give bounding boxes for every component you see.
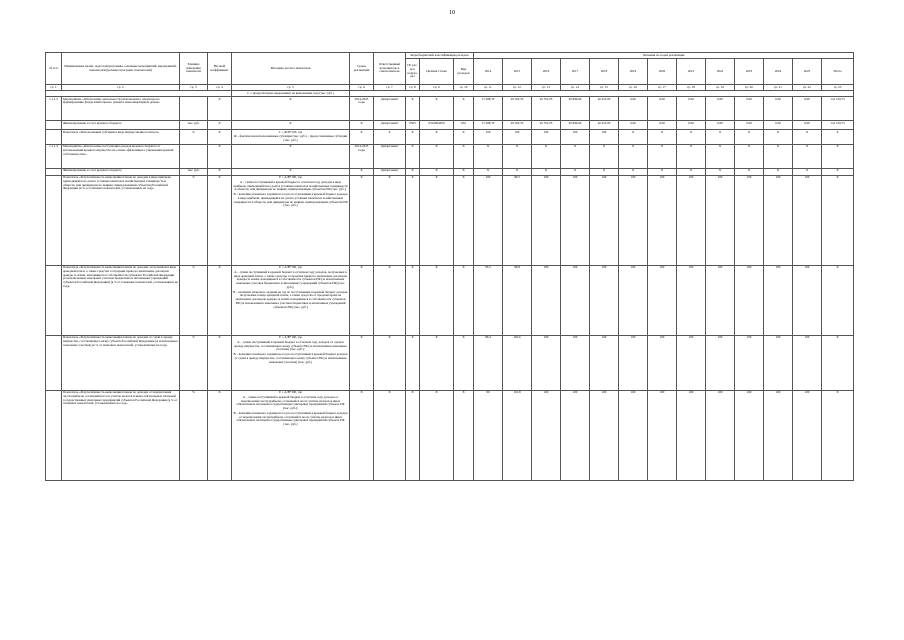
row-grbs-cell: X	[406, 390, 420, 480]
row-coef-cell: X	[208, 144, 232, 168]
method-line: Ф – фактически использованные субсидии (тыс. руб.) – предоставленные субсидии (тыс. руб.)	[233, 134, 348, 143]
row-value-cell: 0,00	[735, 97, 764, 121]
row-term-cell: X	[350, 175, 374, 265]
row-number-cell	[46, 175, 62, 265]
column-index-cell: гр. 20	[735, 85, 764, 91]
row-coef-cell: X	[208, 121, 232, 130]
row-value-cell: X	[706, 130, 735, 144]
column-index-cell: гр. 5	[232, 85, 350, 91]
row-value-cell: X	[822, 130, 854, 144]
header-year: 2015	[503, 58, 532, 84]
column-index-cell: гр. 10	[454, 85, 474, 91]
row-value-cell: 100	[561, 175, 590, 265]
row-value-cell: 100	[793, 265, 822, 335]
row-value-cell: X	[822, 265, 854, 335]
row-value-cell: X	[619, 130, 648, 144]
row-value-cell: 100	[648, 335, 677, 390]
column-index-cell: гр. 9	[420, 85, 454, 91]
row-unit-cell: %	[180, 335, 208, 390]
row-value-cell: X	[561, 168, 590, 175]
header-year: 2018	[590, 58, 619, 84]
row-value-cell: 26 701,63	[532, 121, 561, 130]
row-coef-cell: X	[208, 265, 232, 335]
row-value-cell: 0,00	[619, 121, 648, 130]
column-index-cell: гр. 3	[180, 85, 208, 91]
header-target: Целевая статья	[420, 58, 454, 84]
row-value-cell: X	[706, 144, 735, 168]
method-line: Е = А/В*100, где	[279, 265, 302, 270]
row-value-cell: 26 701,63	[532, 97, 561, 121]
row-term-cell: X	[350, 335, 374, 390]
row-value-cell: 40 225,00	[590, 97, 619, 121]
header-num: № п/п	[46, 53, 62, 85]
row-value-cell: 100	[590, 390, 619, 480]
row-type-cell: X	[454, 168, 474, 175]
row-target-cell: 0310094050	[420, 121, 454, 130]
row-type-cell: X	[454, 144, 474, 168]
row-value-cell: 100	[619, 175, 648, 265]
row-value-cell: 0,00	[706, 97, 735, 121]
column-index-cell: гр. 8	[406, 85, 420, 91]
row-term-cell: X	[350, 130, 374, 144]
column-index-cell: гр. 21	[764, 85, 793, 91]
header-type: Вид расходов	[454, 58, 474, 84]
row-unit-cell: %	[180, 130, 208, 144]
column-index-cell: гр. 16	[619, 85, 648, 91]
column-index-cell: гр. 6	[350, 85, 374, 91]
row-value-cell: X	[648, 168, 677, 175]
row-value-cell: X	[677, 130, 706, 144]
row-coef-cell: X	[208, 390, 232, 480]
table-row	[46, 97, 854, 121]
row-type-cell: X	[454, 175, 474, 265]
row-value-cell: 99,8	[503, 265, 532, 335]
row-unit-cell	[180, 144, 208, 168]
row-value-cell: X	[764, 130, 793, 144]
method-line: В – величина планового задания на год по поступлениям в краевой бюджет доходов в виде прибыли, приходящейся на доли в уставных капиталах хозяйственных товариществ и обществ, или дивидендов по акциям, принадлежащим субъектам РФ (тыс. руб.)	[233, 192, 348, 208]
header-year: 2024	[764, 58, 793, 84]
row-value-cell: 100	[561, 335, 590, 390]
row-value-cell: X	[822, 144, 854, 168]
row-coef-cell: X	[208, 335, 232, 390]
row-value-cell: 100	[648, 265, 677, 335]
row-method-cell	[232, 335, 350, 390]
row-value-cell: X	[619, 144, 648, 168]
row-responsible-cell: X	[374, 335, 406, 390]
method-line: Е = А/В*100, где	[279, 175, 302, 180]
row-value-cell: X	[793, 168, 822, 175]
row-value-cell: X	[503, 144, 532, 168]
row-value-cell: X	[619, 168, 648, 175]
row-unit-cell: %	[180, 265, 208, 335]
header-total: Итого	[822, 58, 854, 84]
row-value-cell: 100	[532, 390, 561, 480]
row-grbs-cell: X	[406, 175, 420, 265]
row-value-cell: 100	[532, 175, 561, 265]
method-line: А – сумма поступившей в краевой бюджет в отчетном году доходов от перечисления части прибыли, остающейся после уплаты налогов и иных обязательных платежей государственных унитарных предприятий субъекта РФ (тыс. руб.);	[236, 394, 345, 411]
header-year: 2017	[561, 58, 590, 84]
row-value-cell: 17 008,70	[474, 97, 503, 121]
row-value-cell: 100	[648, 390, 677, 480]
column-index-cell: гр. 2	[62, 85, 180, 91]
column-index-cell: гр. 1	[46, 85, 62, 91]
row-value-cell: 100	[474, 175, 503, 265]
row-responsible-cell: Департамент	[374, 121, 406, 130]
row-value-cell: X	[735, 144, 764, 168]
header-year: 2019	[619, 58, 648, 84]
row-value-cell: 0,00	[706, 121, 735, 130]
row-value-cell: 100	[706, 175, 735, 265]
row-value-cell: X	[735, 168, 764, 175]
row-value-cell: 100	[590, 175, 619, 265]
row-value-cell: 141 159,75	[822, 97, 854, 121]
row-grbs-cell: X	[406, 144, 420, 168]
column-index-cell: гр. 4	[208, 85, 232, 91]
row-value-cell: 100	[735, 175, 764, 265]
row-value-cell: X	[561, 144, 590, 168]
row-value-cell: X	[590, 168, 619, 175]
row-value-cell: 100	[503, 130, 532, 144]
row-value-cell: 40 225,00	[590, 121, 619, 130]
row-value-cell: 100	[561, 130, 590, 144]
row-value-cell: 0,00	[735, 121, 764, 130]
row-value-cell: 0,00	[793, 121, 822, 130]
row-value-cell: 100	[677, 335, 706, 390]
row-value-cell: 80,4	[474, 335, 503, 390]
row-name-cell: Мероприятие «Обеспечение поступления доходов краевого бюджета от использования краевого имущества на основе эффективного управления краевой собственностью»	[62, 144, 180, 168]
row-grbs-cell: 0505	[406, 121, 420, 130]
row-target-cell: X	[420, 335, 454, 390]
row-value-cell: 100	[706, 390, 735, 480]
row-value-cell: X	[822, 175, 854, 265]
row-value-cell: X	[793, 130, 822, 144]
row-responsible-cell: X	[374, 390, 406, 480]
row-responsible-cell: Департамент	[374, 168, 406, 175]
column-index-cell: гр. 17	[648, 85, 677, 91]
header-year: 2022	[706, 58, 735, 84]
row-method-cell: X	[232, 144, 350, 168]
row-value-cell: X	[822, 390, 854, 480]
row-value-cell: X	[764, 168, 793, 175]
row-value-cell: X	[822, 168, 854, 175]
table-body	[46, 85, 854, 480]
row-value-cell: X	[735, 130, 764, 144]
row-term-cell: X	[350, 390, 374, 480]
row-responsible-cell: X	[374, 265, 406, 335]
header-name: Наименование целей, задач подпрограммы, основных мероприятий, мероприятий, показателей (целевых программ, показателей)	[62, 53, 180, 85]
method-line: В – величина планового задания на год по поступлениям в краевой бюджет доходов, получаемых в виде арендной платы, а также средства от продажи права на заключение договоров аренды за земли, находящиеся в собственности субъектов РФ (за исключением земельных участков бюджетных и автономных учреждений субъектов РФ) (тыс. руб.)	[233, 289, 348, 309]
column-index-cell: гр. 15	[590, 85, 619, 91]
row-value-cell: 100	[532, 265, 561, 335]
row-responsible-cell: X	[374, 175, 406, 265]
row-value-cell: X	[822, 335, 854, 390]
row-term-cell: X	[350, 168, 374, 175]
method-line: C = Ф/П*100, где	[278, 129, 303, 134]
table-row	[46, 121, 854, 130]
row-number-cell: 1.1.1.4	[46, 144, 62, 168]
row-name-cell: Показатель «Результативность выполнения планов по доходам, получаемым в виде арендной платы, а также средства от продажи права на заключение договоров аренды за земли, находящиеся в собственности субъектов Российской Федерации (за исключением земельных участков бюджетных и автономных учреждений субъектов Российской Федерации) (в % от плановых показателей, установленных на год)»	[62, 265, 180, 335]
row-value-cell: 100	[677, 175, 706, 265]
row-coef-cell: X	[208, 175, 232, 265]
row-method-cell	[232, 175, 350, 265]
row-name-cell: Показатель «Результативность выполнения планов по доходам от сдачи в аренду имущества, составляющего казну субъекта Российской Федерации (за исключением земельных участков) (в % от плановых показателей, установленных на год)»	[62, 335, 180, 390]
row-value-cell: 100	[619, 335, 648, 390]
column-index-cell: гр. 14	[561, 85, 590, 91]
row-value-cell: X	[648, 130, 677, 144]
row-name-cell: Показатель «Результативность выполнения планов по доходам от перечисления части прибыли, остающейся после уплаты налогов и иных обязательных платежей государственных унитарных предприятий субъектов Российской Федерации (в % от плановых показателей, установленных на год)»	[62, 390, 180, 480]
row-value-cell: X	[677, 144, 706, 168]
column-index-cell: гр. 13	[532, 85, 561, 91]
row-grbs-cell: X	[406, 265, 420, 335]
row-value-cell: 100	[764, 335, 793, 390]
row-value-cell: 100	[706, 335, 735, 390]
column-index-cell: гр. 7	[374, 85, 406, 91]
row-type-cell: X	[454, 265, 474, 335]
row-value-cell: 100	[793, 390, 822, 480]
row-number-cell	[46, 335, 62, 390]
table-row	[46, 130, 854, 144]
method-line: В – величина планового задания на год по поступлениям в краевой бюджет доходов от перечисления части прибыли, остающейся после уплаты налогов и иных обязательных платежей государственных унитарных предприятий субъекта РФ (тыс. руб.)	[233, 410, 348, 427]
row-value-cell: 141 159,75	[822, 121, 854, 130]
note-text: С = предусмотрено выделенных на выполнение года (тыс. руб.)	[232, 91, 350, 97]
row-value-cell: 95,5	[474, 265, 503, 335]
header-coef: Весовой коэффициент	[208, 53, 232, 85]
row-value-cell: 100	[764, 175, 793, 265]
row-value-cell: 0,00	[648, 97, 677, 121]
row-value-cell: 100	[532, 335, 561, 390]
row-value-cell: 100	[590, 335, 619, 390]
row-value-cell: 100	[793, 175, 822, 265]
row-term-cell: X	[350, 265, 374, 335]
row-name-cell: Показатель «Использование субсидии в виде имущественного взноса»	[62, 130, 180, 144]
row-value-cell: 100	[735, 390, 764, 480]
row-unit-cell: тыс. руб.	[180, 168, 208, 175]
header-year: 2020	[648, 58, 677, 84]
row-value-cell: 20 846,06	[561, 97, 590, 121]
row-type-cell: X	[454, 390, 474, 480]
row-unit-cell: тыс. руб.	[180, 121, 208, 130]
row-type-cell: X	[454, 335, 474, 390]
row-method-cell	[232, 265, 350, 335]
row-value-cell: 90	[474, 390, 503, 480]
row-term-cell: X	[350, 121, 374, 130]
row-value-cell: 100	[561, 390, 590, 480]
row-name-cell: Мероприятие «Обеспечение деятельности регионального оператора по формированию фонда капитального ремонта многоквартирных домов»	[62, 97, 180, 121]
row-method-cell: X	[232, 97, 350, 121]
header-year: 2021	[677, 58, 706, 84]
row-value-cell: 0,00	[793, 97, 822, 121]
row-value-cell: 0,00	[764, 97, 793, 121]
row-number-cell: 1.1.1.3	[46, 97, 62, 121]
table-row	[46, 168, 854, 175]
row-value-cell: 100	[474, 130, 503, 144]
row-number-cell	[46, 121, 62, 130]
row-term-cell: 2014-2025 годы	[350, 97, 374, 121]
row-value-cell: X	[590, 144, 619, 168]
method-line: А – сумма поступившей в краевой бюджет в отчетном году доходов от сдачи в аренду имущества, составляющего казну субъекта РФ (за исключением земельных участков) (тыс. руб.);	[234, 339, 347, 352]
row-grbs-cell: X	[406, 335, 420, 390]
row-value-cell: X	[793, 144, 822, 168]
row-name-cell: Показатель «Результативность выполнения планов по доходам в виде прибыли, приходящейся на доли в уставных капиталах хозяйственных товариществ и обществ, или дивидендов по акциям, принадлежащим субъектам Российской Федерации (в % от плановых показателей, установленных на год)»	[62, 175, 180, 265]
row-grbs-cell: X	[406, 97, 420, 121]
row-value-cell: 0,00	[648, 121, 677, 130]
row-number-cell	[46, 168, 62, 175]
row-value-cell: X	[532, 144, 561, 168]
row-target-cell: X	[420, 144, 454, 168]
row-name-cell: Финансирование за счет краевого бюджета	[62, 168, 180, 175]
row-value-cell: 0,00	[677, 121, 706, 130]
row-value-cell: 100	[677, 390, 706, 480]
row-value-cell: 100	[648, 175, 677, 265]
header-year: 2025	[793, 58, 822, 84]
column-index-cell: гр. 18	[677, 85, 706, 91]
row-value-cell: 0,00	[764, 121, 793, 130]
row-responsible-cell: Департамент	[374, 144, 406, 168]
column-index-cell: гр. 19	[706, 85, 735, 91]
row-method-cell	[232, 130, 350, 144]
row-value-cell: X	[648, 144, 677, 168]
row-value-cell: 0,00	[677, 97, 706, 121]
method-line: В – величина планового задания на год по поступлениям в краевой бюджет доходов от сдачи в аренду имущества, составляющего казну субъекта РФ (за исключением земельных участков) (тыс. руб.)	[233, 352, 348, 364]
row-value-cell: 20 502,55	[503, 97, 532, 121]
header-term: Сроки реализации	[350, 53, 374, 85]
method-line: Е = А/В*100, где	[279, 390, 302, 395]
row-number-cell	[46, 265, 62, 335]
row-target-cell: X	[420, 265, 454, 335]
row-value-cell: 100	[590, 130, 619, 144]
program-table	[45, 52, 854, 481]
row-number-cell	[46, 130, 62, 144]
row-value-cell: 99,5	[503, 175, 532, 265]
row-value-cell: 17 008,70	[474, 121, 503, 130]
table-row	[46, 265, 854, 335]
header-grbs: ГР. рас-дел, подраз-дел	[406, 58, 420, 84]
row-number-cell	[46, 390, 62, 480]
row-term-cell: 2014-2025 годы	[350, 144, 374, 168]
row-value-cell: X	[503, 168, 532, 175]
row-value-cell: 100	[561, 265, 590, 335]
row-value-cell: 102,6	[503, 335, 532, 390]
row-value-cell: 100	[735, 335, 764, 390]
column-index-cell: гр. 22	[793, 85, 822, 91]
method-line: А – сумма поступившей в краевой бюджет в отчетном году доходов в виде прибыли, приходящейся на доли в уставных капиталах хозяйственных товариществ и обществ, или дивидендов по акциям, принадлежащим субъектам РФ (тыс. руб.);	[233, 179, 348, 192]
header-codes: Коды бюджетной классификации расходов	[406, 53, 474, 59]
row-value-cell: X	[706, 168, 735, 175]
row-value-cell: X	[474, 168, 503, 175]
header-unit: Единица измерения показателя	[180, 53, 208, 85]
row-coef-cell: X	[208, 97, 232, 121]
page-number: 10	[449, 10, 455, 16]
row-value-cell: 100	[677, 265, 706, 335]
row-value-cell: 100	[706, 265, 735, 335]
row-target-cell: X	[420, 130, 454, 144]
header-year: 2016	[532, 58, 561, 84]
header-resp: Ответственный исполнитель и соисполнитель	[374, 53, 406, 85]
header-values: Значения по годам реализации	[474, 53, 854, 59]
row-value-cell: 100	[590, 265, 619, 335]
row-unit-cell: %	[180, 390, 208, 480]
row-unit-cell: %	[180, 175, 208, 265]
table-row	[46, 390, 854, 480]
row-target-cell: X	[420, 168, 454, 175]
method-line: А – сумма поступившей в краевой бюджет в отчетном году доходов, получаемых в виде арендной платы, а также средства от продажи права на заключение договоров аренды за земли, находящиеся в собственности субъектов РФ (за исключением земельных участков бюджетных и автономных учреждений субъектов РФ) (тыс. руб.);	[234, 269, 347, 289]
table-row	[46, 335, 854, 390]
row-value-cell: 100	[619, 390, 648, 480]
row-coef-cell: X	[208, 168, 232, 175]
row-value-cell: 100	[764, 265, 793, 335]
row-coef-cell: X	[208, 130, 232, 144]
row-grbs-cell: X	[406, 168, 420, 175]
column-index-cell: гр. 23	[822, 85, 854, 91]
row-method-cell: X	[232, 168, 350, 175]
header-year: 2023	[735, 58, 764, 84]
column-index-cell: гр. 12	[503, 85, 532, 91]
row-value-cell: 20 846,06	[561, 121, 590, 130]
row-value-cell: 20 502,55	[503, 121, 532, 130]
row-unit-cell	[180, 97, 208, 121]
row-name-cell: Финансирование за счет краевого бюджета	[62, 121, 180, 130]
header-method: Методика расчета показателя	[232, 53, 350, 85]
header-year: 2014	[474, 58, 503, 84]
row-responsible-cell: X	[374, 130, 406, 144]
row-value-cell: 100	[532, 130, 561, 144]
row-method-cell: X	[232, 121, 350, 130]
row-target-cell: X	[420, 390, 454, 480]
row-value-cell: X	[764, 144, 793, 168]
row-value-cell: 100	[735, 265, 764, 335]
row-responsible-cell: Департамент	[374, 97, 406, 121]
row-value-cell: 0,00	[619, 97, 648, 121]
row-value-cell: X	[677, 168, 706, 175]
row-method-cell	[232, 390, 350, 480]
row-value-cell: X	[532, 168, 561, 175]
row-value-cell: X	[474, 144, 503, 168]
table-row	[46, 144, 854, 168]
column-index-cell: гр. 11	[474, 85, 503, 91]
table-row	[46, 175, 854, 265]
row-value-cell: 100	[764, 390, 793, 480]
row-type-cell: 633	[454, 121, 474, 130]
method-line: Е = А/В*100, где	[279, 335, 302, 340]
row-grbs-cell: X	[406, 130, 420, 144]
row-type-cell: X	[454, 97, 474, 121]
row-target-cell: X	[420, 175, 454, 265]
row-value-cell: 101,8	[503, 390, 532, 480]
row-value-cell: 100	[619, 265, 648, 335]
row-value-cell: 100	[793, 335, 822, 390]
row-target-cell: X	[420, 97, 454, 121]
row-type-cell: X	[454, 130, 474, 144]
